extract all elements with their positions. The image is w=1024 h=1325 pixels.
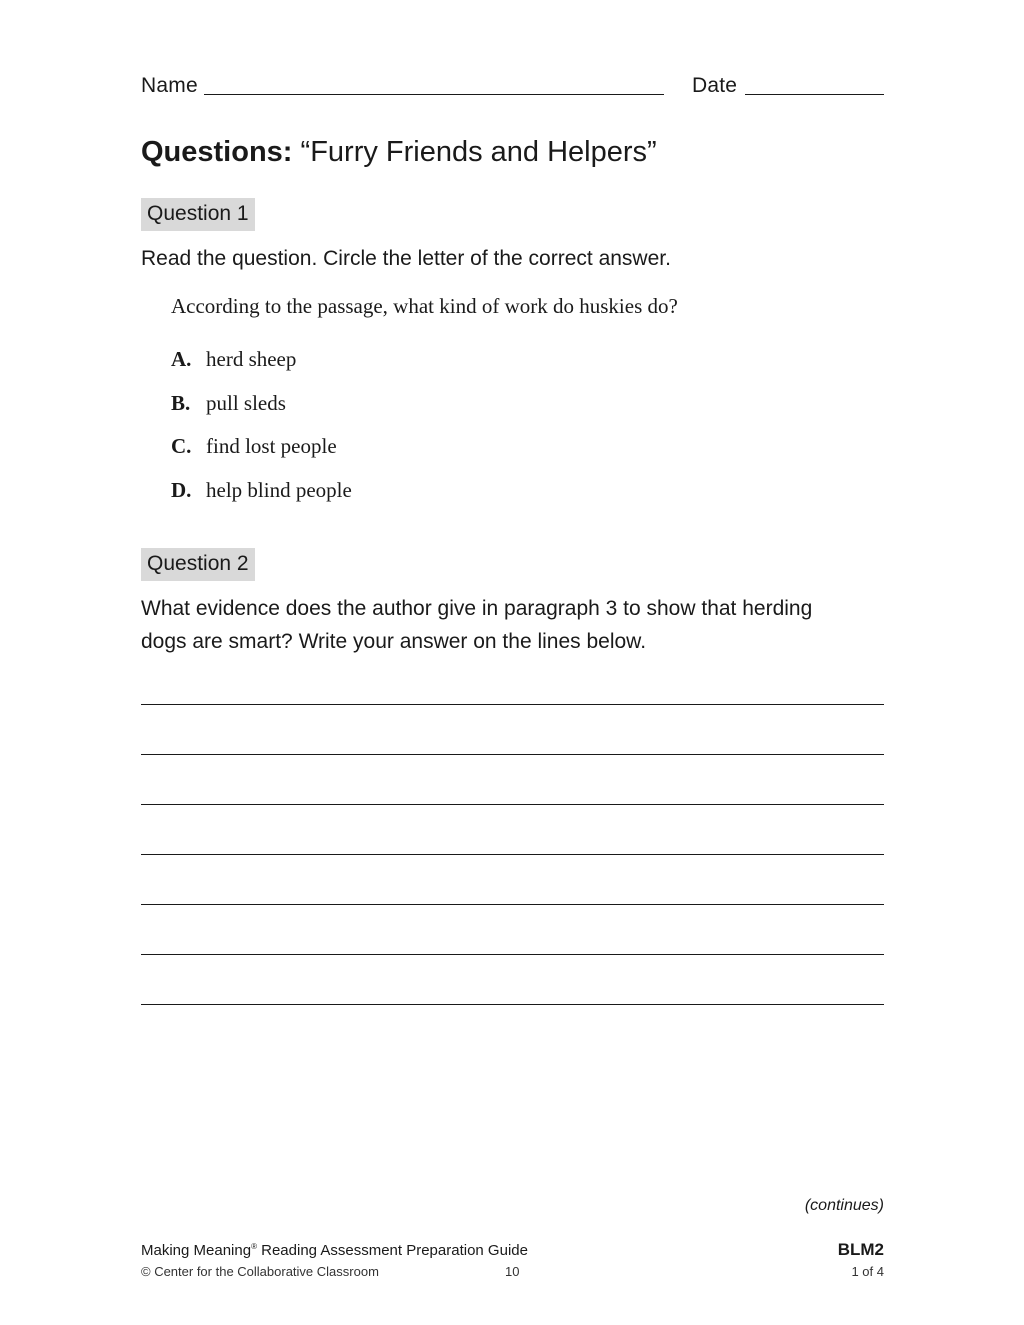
- copyright-text: © Center for the Collaborative Classroom: [141, 1264, 379, 1279]
- option-text: pull sleds: [206, 391, 286, 415]
- blm-label: BLM2: [837, 1240, 884, 1259]
- option-letter: B.: [171, 391, 191, 415]
- answer-line[interactable]: [141, 704, 884, 705]
- answer-option-b[interactable]: [171, 391, 286, 416]
- answer-option-a[interactable]: [171, 347, 296, 372]
- answer-line[interactable]: [141, 854, 884, 855]
- page-number: 10: [505, 1264, 520, 1279]
- answer-option-d[interactable]: [171, 478, 352, 503]
- answer-line[interactable]: [141, 754, 884, 755]
- answer-option-c[interactable]: [171, 434, 337, 459]
- answer-line[interactable]: [141, 904, 884, 905]
- option-text: herd sheep: [206, 347, 297, 371]
- footer-guide-prefix: Making Meaning: [141, 1242, 252, 1259]
- name-field-line[interactable]: [204, 94, 664, 95]
- name-label: Name: [141, 74, 198, 97]
- answer-line[interactable]: [141, 954, 884, 955]
- page-title-prefix: Questions:: [141, 136, 293, 168]
- option-text: help blind people: [206, 478, 352, 502]
- option-letter: C.: [171, 434, 192, 458]
- option-letter: D.: [171, 478, 192, 502]
- question-1-instruction: Read the question. Circle the letter of the correct answer.: [141, 247, 671, 270]
- page-title-story: “Furry Friends and Helpers”: [300, 136, 657, 168]
- question-2-tag: Question 2: [141, 548, 255, 581]
- option-text: find lost people: [206, 434, 337, 458]
- date-field-line[interactable]: [745, 94, 884, 95]
- registered-mark: ®: [251, 1242, 257, 1251]
- page-title: [141, 136, 657, 169]
- question-2-instruction-line-2: dogs are smart? Write your answer on the lines below.: [141, 630, 647, 653]
- question-1-tag: Question 1: [141, 198, 255, 231]
- answer-line[interactable]: [141, 1004, 884, 1005]
- page-count: 1 of 4: [851, 1264, 884, 1279]
- option-letter: A.: [171, 347, 192, 371]
- question-2-instruction: [141, 592, 891, 658]
- footer-guide-title: [141, 1242, 528, 1259]
- continues-note: (continues): [804, 1197, 884, 1214]
- date-label: Date: [692, 74, 738, 97]
- question-2-instruction-line-1: What evidence does the author give in paragraph 3 to show that herding: [141, 597, 813, 620]
- question-1-stem: According to the passage, what kind of work do huskies do?: [171, 294, 678, 318]
- footer-guide-suffix: Reading Assessment Preparation Guide: [256, 1242, 528, 1259]
- answer-line[interactable]: [141, 804, 884, 805]
